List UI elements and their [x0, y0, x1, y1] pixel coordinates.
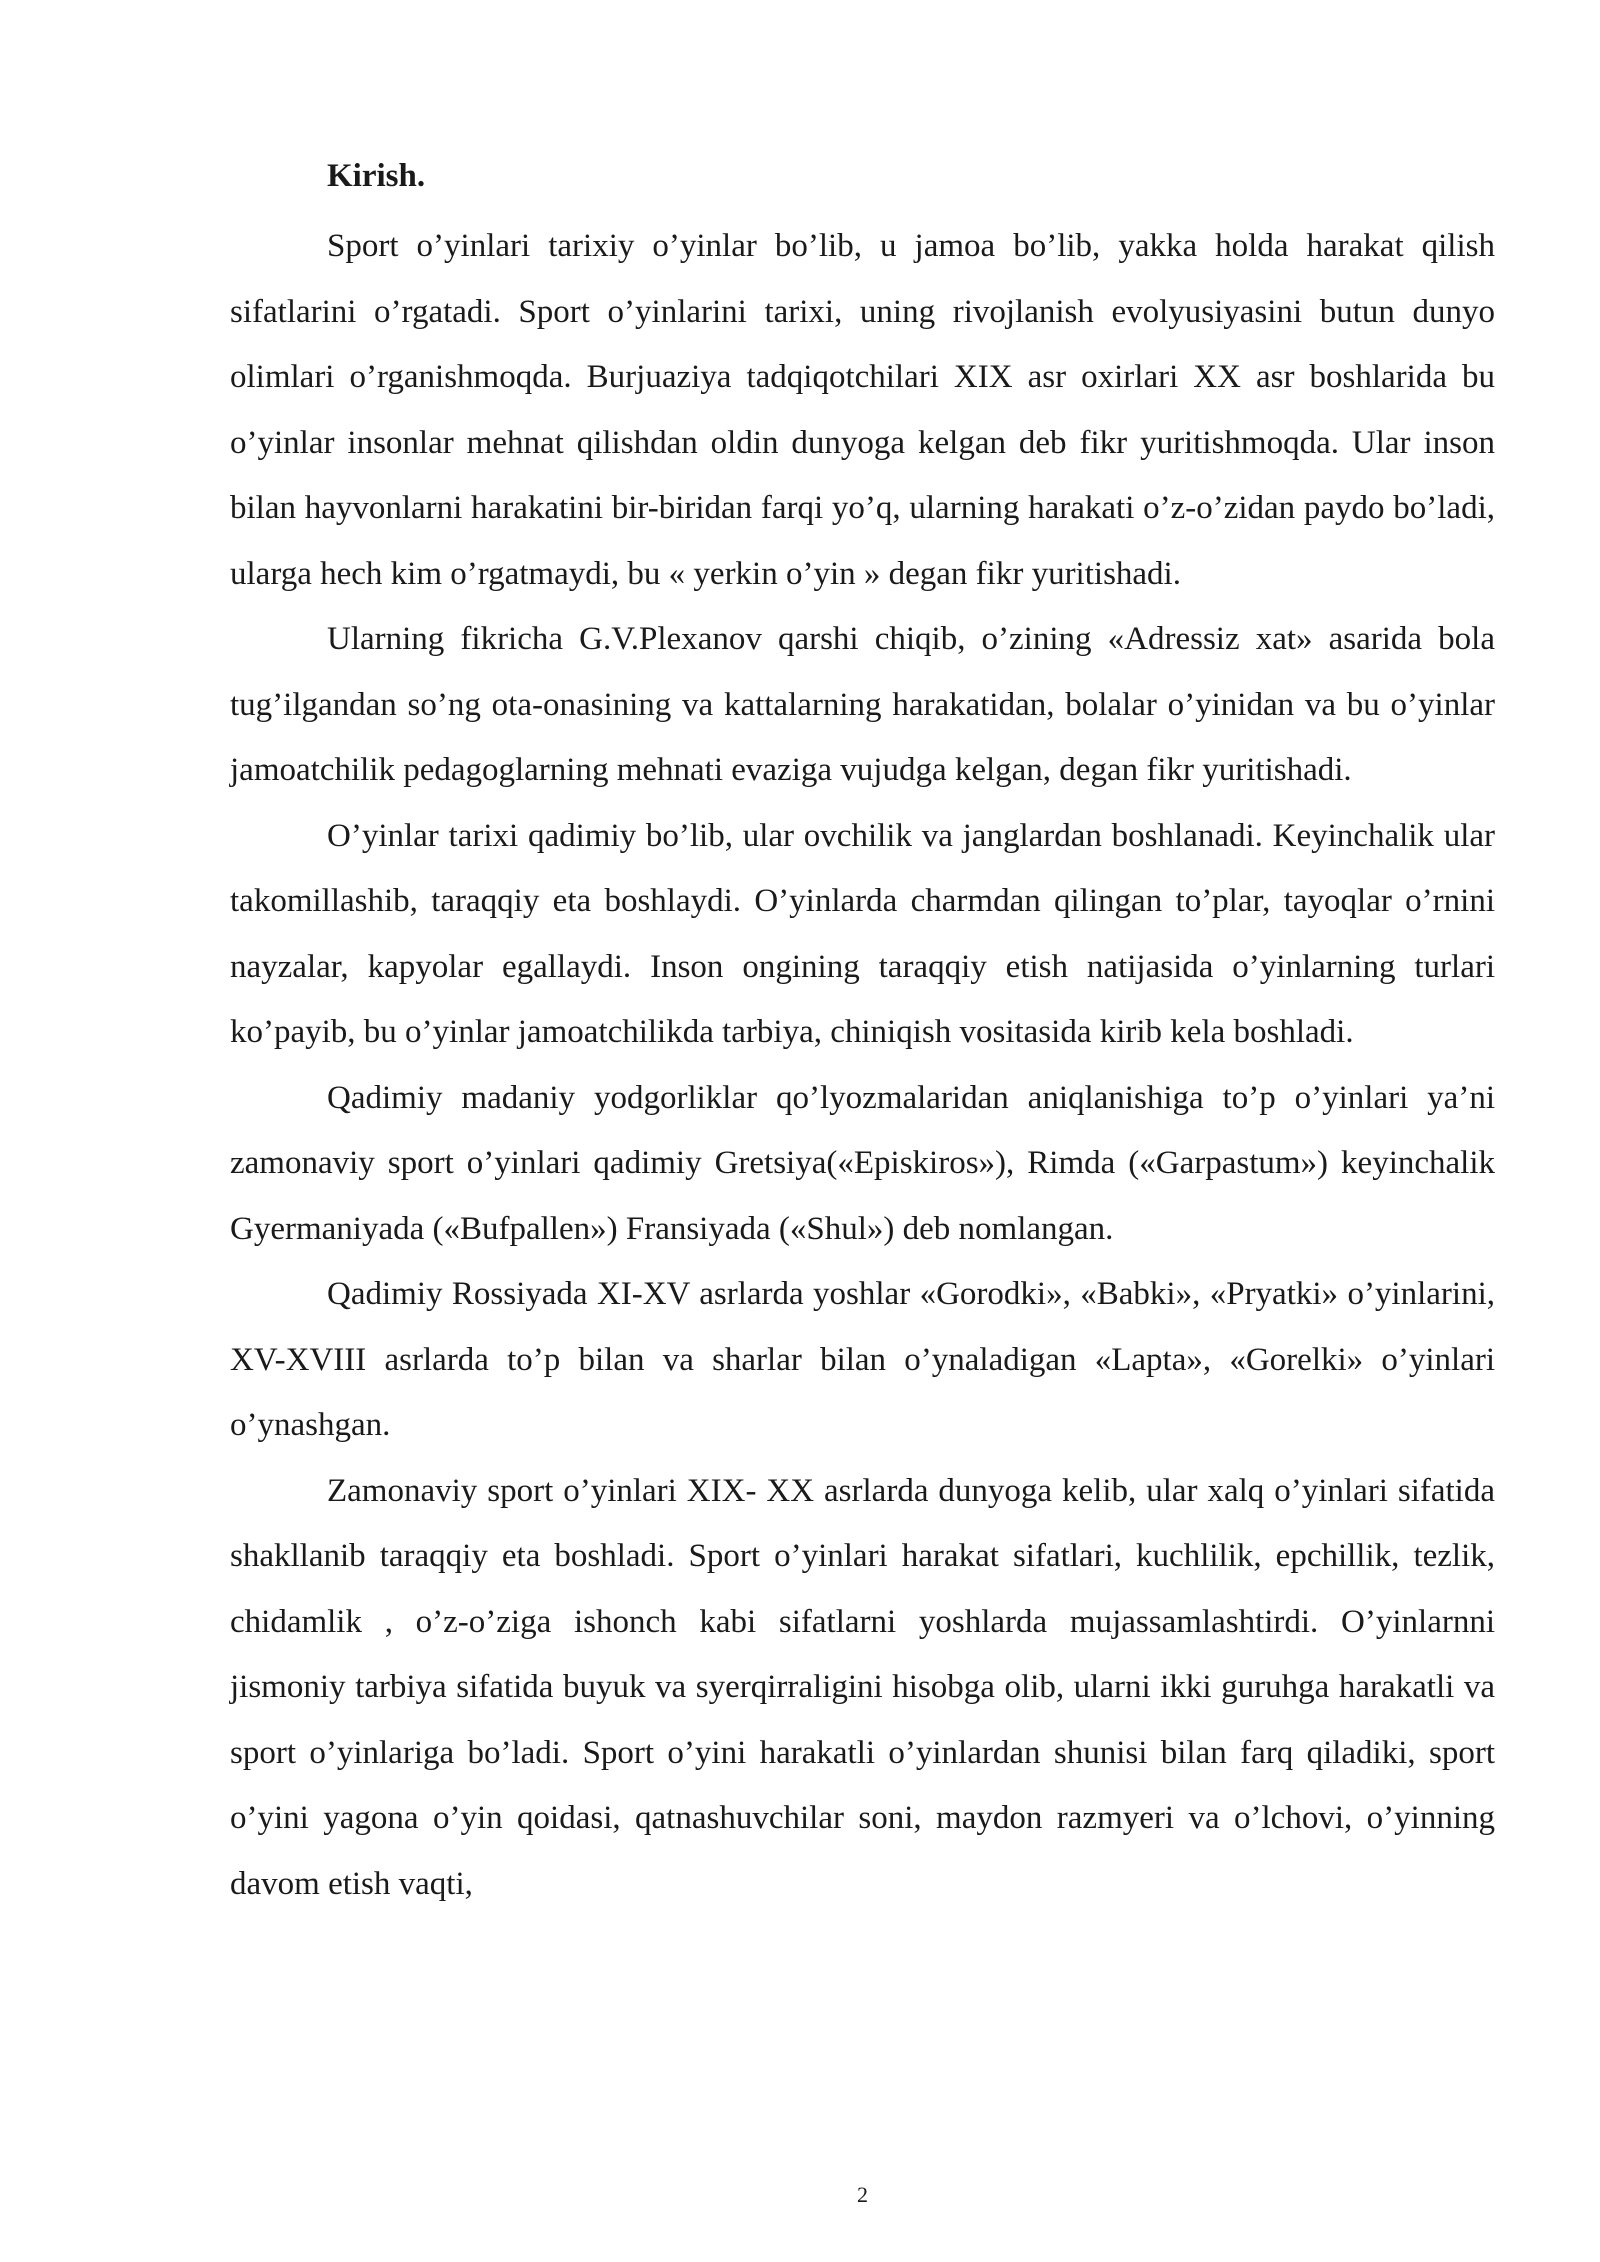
document-page: [230, 148, 1495, 1917]
paragraph-3: O’yinlar tarixi qadimiy bo’lib, ular ovchilik va janglardan boshlanadi. Keyinchalik ular takomillashib, taraqqiy eta boshlaydi. O’yinlarda charmdan qilingan to’plar, tayoqlar o’rnini nayzalar, kapyolar egallaydi. Inson ongining taraqqiy etish natijasida o’yinlarning turlari ko’payib, bu o’yinlar jamoatchilikda tarbiya, chiniqish vositasida kirib kela boshladi.: [230, 817, 1495, 1050]
paragraph-6: Zamonaviy sport o’yinlari XIX- XX asrlarda dunyoga kelib, ular xalq o’yinlari sifatida shakllanib taraqqiy eta boshladi. Sport o’yinlari harakat sifatlari, kuchlilik, epchillik, tezlik, chidamlik , o’z-o’ziga ishonch kabi sifatlarni yoshlarda mujassamlashtirdi. O’yinlarnni jismoniy tarbiya sifatida buyuk va syerqirraligini hisobga olib, ularni ikki guruhga harakatli va sport o’yinlariga bo’ladi. Sport o’yini harakatli o’yinlardan shunisi bilan farq qiladiki, sport o’yini yagona o’yin qoidasi, qatnashuvchilar soni, maydon razmyeri va o’lchovi, o’yinning davom etish vaqti,: [230, 1472, 1495, 1902]
paragraph-4: Qadimiy madaniy yodgorliklar qo’lyozmalaridan aniqlanishiga to’p o’yinlari ya’ni zamonaviy sport o’yinlari qadimiy Gretsiya(«Episkiros»), Rimda («Garpastum») keyinchalik Gyermaniyada («Bufpallen») Fransiyada («Shul») deb nomlangan.: [230, 1079, 1495, 1247]
section-heading: Kirish.: [327, 158, 426, 194]
paragraph-5: Qadimiy Rossiyada XI-XV asrlarda yoshlar «Gorodki», «Babki», «Pryatki» o’yinlarini, XV-XVIII asrlarda to’p bilan va sharlar bilan o’ynaladigan «Lapta», «Gorelki» o’yinlari o’ynashgan.: [230, 1276, 1495, 1443]
page-number: 2: [857, 2182, 868, 2207]
paragraph-1: Sport o’yinlari tarixiy o’yinlar bo’lib, u jamoa bo’lib, yakka holda harakat qilish sifatlarini o’rgatadi. Sport o’yinlarini tarixi, uning rivojlanish evolyusiyasini butun dunyo olimlari o’rganishmoqda. Burjuaziya tadqiqotchilari XIX asr oxirlari XX asr boshlarida bu o’yinlar insonlar mehnat qilishdan oldin dunyoga kelgan deb fikr yuritishmoqda. Ular inson bilan hayvonlarni harakatini bir-biridan farqi yo’q, ularning harakati o’z-o’zidan paydo bo’ladi, ularga hech kim o’rgatmaydi, bu « yerkin o’yin » degan fikr yuritishadi.: [230, 228, 1495, 592]
paragraph-2: Ularning fikricha G.V.Plexanov qarshi chiqib, o’zining «Adressiz xat» asarida bola tug’ilgandan so’ng ota-onasining va kattalarning harakatidan, bolalar o’yinidan va bu o’yinlar jamoatchilik pedagoglarning mehnati evaziga vujudga kelgan, degan fikr yuritishadi.: [230, 621, 1495, 788]
